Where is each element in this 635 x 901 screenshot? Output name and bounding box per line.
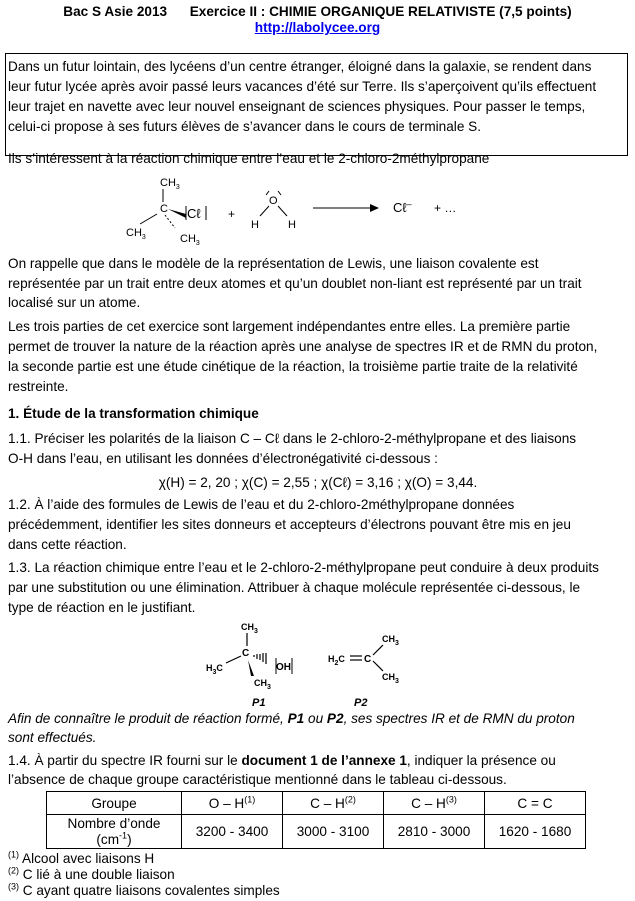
table-wavenumber-cell: 3000 - 3100 xyxy=(283,815,384,849)
analysis-note: Afin de connaître le produit de réaction formé, P1 ou P2, ses spectres IR et de RMN du proton xyxy=(8,711,575,726)
oxygen-atom: O xyxy=(269,195,278,207)
table-group-cell: C – $H^{(3)}$ xyxy=(384,792,485,815)
table-header-label: Groupe xyxy=(47,792,182,815)
lewis-line: localisé sur un atome. xyxy=(8,295,141,310)
molecule-p1 xyxy=(196,618,316,708)
intro-line: leur futur lycée après avoir passé leurs vacances d’été sur Terre. Ils s’aperçoivent qu’ils effectuent xyxy=(8,79,597,94)
footnote: $^{(3)}$ C ayant quatre liaisons covalentes simples xyxy=(8,881,280,898)
p1-label: P1 xyxy=(252,697,266,708)
footnote: $^{(2)}$ C lié à une double liaison xyxy=(8,865,175,882)
question-1-1: O-H dans l’eau, en utilisant les données d’électronégativité ci-dessous : xyxy=(8,451,438,466)
table-wavenumber-cell: 1620 - 1680 xyxy=(485,815,586,849)
hydrogen-atom: H xyxy=(288,219,296,231)
table-wavenumber-cell: 2810 - 3000 xyxy=(384,815,485,849)
question-1-3: par une substitution ou une élimination. Attribuer à chaque molécule représentée ci-dessous, le xyxy=(8,580,581,595)
question-1-3: type de réaction en le justifiant. xyxy=(8,600,196,615)
table-wavenumber-cell: 3200 - 3400 xyxy=(182,815,283,849)
central-carbon: C xyxy=(160,203,168,215)
p1-ch3-bottom: $CH_3$ xyxy=(254,678,271,691)
source-link[interactable]: http://labolycee.org xyxy=(254,20,381,35)
question-1-4: l’absence de chaque groupe caractéristique mentionné dans le tableau ci-dessous. xyxy=(8,772,507,787)
p1-ch3-top: $CH_3$ xyxy=(241,622,258,635)
ir-groups-table xyxy=(46,791,586,849)
question-1-3: 1.3. La réaction chimique entre l’eau et le 2-chloro-2-méthylpropane peut conduire à deux produits xyxy=(8,560,599,575)
reaction-intro: Ils s’intéressent à la réaction chimique entre l’eau et le 2-chloro-2méthylpropane xyxy=(8,151,490,166)
parts-line: permet de trouver la nature de la réaction après une analyse de spectres IR et de RMN du proton, xyxy=(8,339,598,354)
molecule-p2 xyxy=(322,628,422,708)
p1-h3c: $H_3C$ xyxy=(206,663,223,676)
question-1-4: 1.4. À partir du spectre IR fourni sur le document 1 de l’annexe 1, indiquer la présence ou xyxy=(8,753,556,768)
hydrogen-atom: H xyxy=(251,219,259,231)
table-group-cell: C – $H^{(2)}$ xyxy=(283,792,384,815)
intro-line: celui-ci propose à ses futurs élèves de s’avancer dans le cours de terminale S. xyxy=(8,119,482,134)
table-group-cell: O – $H^{(1)}$ xyxy=(182,792,283,815)
lewis-line: On rappelle que dans le modèle de la représentation de Lewis, une liaison covalente est xyxy=(8,256,539,271)
p2-carbon: C xyxy=(364,654,372,665)
footnote: $^{(1)}$ Alcool avec liaisons H xyxy=(8,849,155,866)
parts-line: la seconde partie est une étude cinétique de la réaction, la troisième partie traite de la relativité xyxy=(8,359,578,374)
question-1-2: dans cette réaction. xyxy=(8,537,127,552)
lewis-line: représentée par un trait entre deux atomes et qu’un doublet non-liant est représenté par un trait xyxy=(8,276,582,291)
parts-line: restreinte. xyxy=(8,379,69,394)
question-1-2: 1.2. À l’aide des formules de Lewis de l’eau et du 2-chloro-2méthylpropane données xyxy=(8,497,515,512)
p2-ch3-top: $CH_3$ xyxy=(382,634,399,647)
ch3-left: $CH_3$ xyxy=(126,227,146,241)
section-title: 1. Étude de la transformation chimique xyxy=(8,406,259,421)
intro-line: Dans un futur lointain, des lycéens d’un centre étranger, éloigné dans la galaxie, se rendent dans xyxy=(8,59,592,74)
intro-line: leur trajet en navette avec leur nouvel enseignant de sciences physiques. Pour passer le temps, xyxy=(8,99,586,114)
other-products: + … xyxy=(434,201,457,215)
electronegativity-data: χ(H) = 2, 20 ; χ(C) = 2,55 ; χ(Cℓ) = 3,16 ; χ(O) = 3,44. xyxy=(158,475,478,490)
p1-oh: OH xyxy=(276,662,291,673)
table-row-label: Nombre d’onde $(cm^{-1})$ xyxy=(47,815,182,849)
analysis-note: sont effectués. xyxy=(8,730,97,745)
table-group-cell: C = C xyxy=(485,792,586,815)
ch3-top: $CH_3$ xyxy=(160,177,180,191)
p2-label: P2 xyxy=(354,697,368,708)
chlorine-atom: Cℓ xyxy=(187,206,201,221)
question-1-2: précédemment, identifier les sites donneurs et accepteurs d’électrons pouvant être mis en jeu xyxy=(8,517,571,532)
p1-carbon: C xyxy=(242,648,250,659)
chloride-ion: Cℓ– xyxy=(393,199,412,215)
p2-h2c: $H_2C$ xyxy=(328,654,345,667)
reaction-scheme xyxy=(110,168,490,248)
ch3-bottom: $CH_3$ xyxy=(180,233,200,247)
plus-sign: + xyxy=(228,207,236,221)
question-1-1: 1.1. Préciser les polarités de la liaison C – Cℓ dans le 2-chloro-2-méthylpropane et des liaisons xyxy=(8,431,577,446)
parts-line: Les trois parties de cet exercice sont largement indépendantes entre elles. La première partie xyxy=(8,319,571,334)
p2-ch3-bottom: $CH_3$ xyxy=(382,672,399,685)
exercise-title: Bac S Asie 2013 Exercice II : CHIMIE ORGANIQUE RELATIVISTE (7,5 points) xyxy=(63,4,572,19)
